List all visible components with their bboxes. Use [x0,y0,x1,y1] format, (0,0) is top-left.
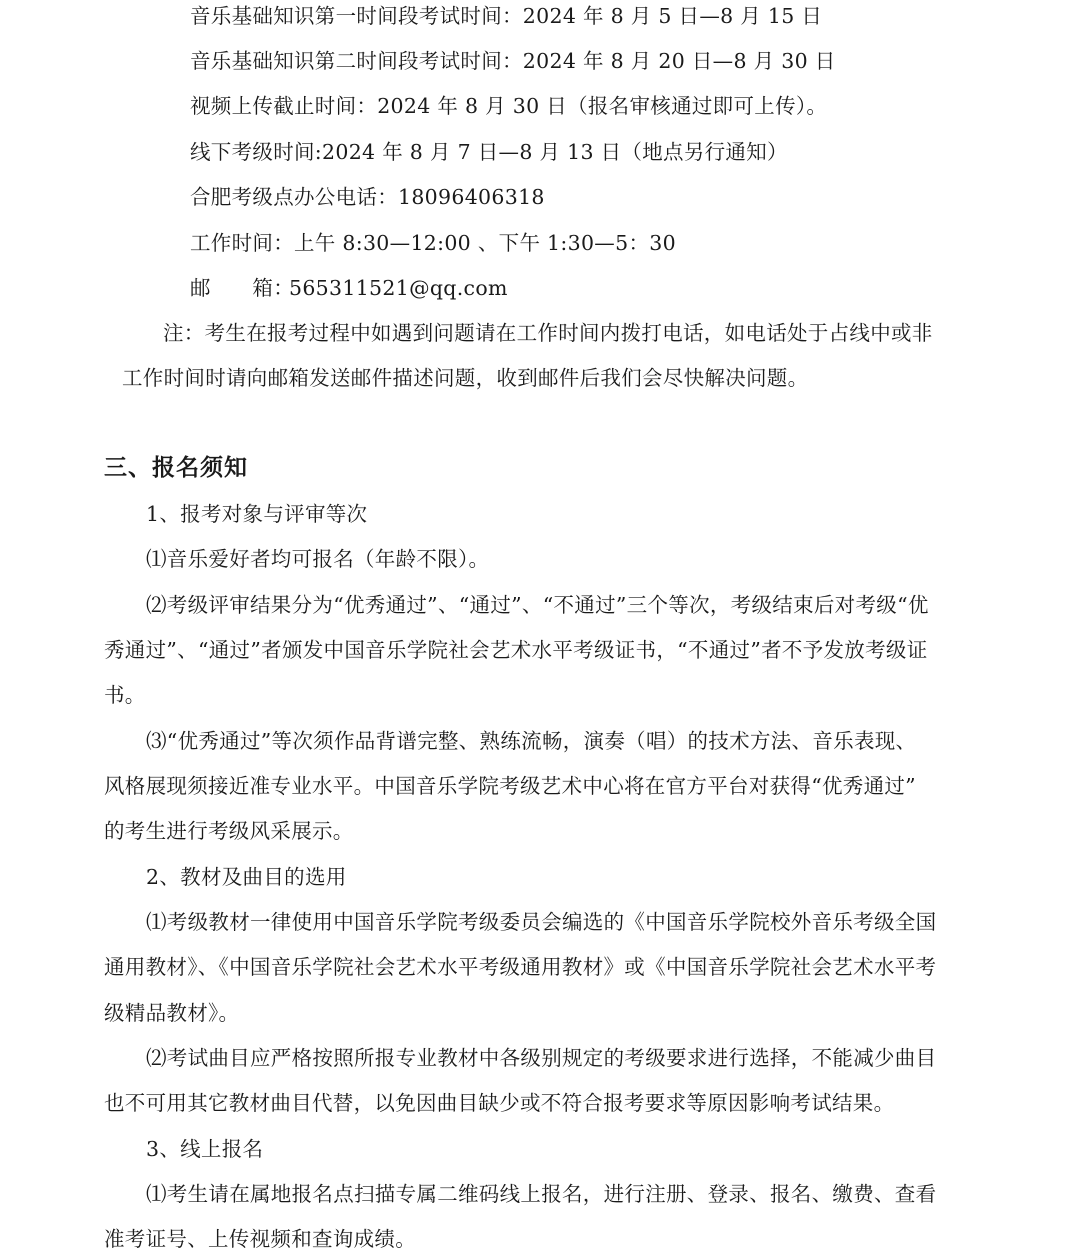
section-heading-registration: 三、报名须知 [104,455,248,481]
online-registration-item-1-line-2: 准考证号、上传视频和查询成绩。 [104,1227,416,1251]
email-address: 565311521@qq.com [289,276,508,300]
eligibility-item-2-line-1: ⑵考级评审结果分为“优秀通过”、“通过”、“不通过”三个等次，考级结束后对考级“优 [146,593,929,617]
note-line-2: 工作时间时请向邮箱发送邮件描述问题，收到邮件后我们会尽快解决问题。 [122,366,809,390]
materials-item-2-line-2: 也不可用其它教材曲目代替，以免因曲目缺少或不符合报考要求等原因影响考试结果。 [104,1091,895,1115]
subsection-title-online-registration: 3、线上报名 [146,1137,264,1161]
subsection-title-eligibility: 1、报考对象与评审等次 [146,502,368,526]
online-registration-item-1-line-1: ⑴考生请在属地报名点扫描专属二维码线上报名，进行注册、登录、报名、缴费、查看 [146,1182,937,1206]
eligibility-item-3-line-2: 风格展现须接近准专业水平。中国音乐学院考级艺术中心将在官方平台对获得“优秀通过” [104,774,916,798]
eligibility-item-3-line-1: ⑶“优秀通过”等次须作品背谱完整、熟练流畅，演奏（唱）的技术方法、音乐表现、 [146,729,917,753]
office-phone: 合肥考级点办公电话：18096406318 [190,185,545,209]
eligibility-item-1: ⑴音乐爱好者均可报名（年龄不限）。 [146,547,490,571]
video-upload-deadline: 视频上传截止时间：2024 年 8 月 30 日（报名审核通过即可上传）。 [190,94,828,118]
eligibility-item-2-line-3: 书。 [104,683,146,707]
materials-item-1-line-1: ⑴考级教材一律使用中国音乐学院考级委员会编选的《中国音乐学院校外音乐考级全国 [146,910,937,934]
theory-exam-period-2: 音乐基础知识第二时间段考试时间：2024 年 8 月 20 日—8 月 30 日 [190,49,836,73]
eligibility-item-3-line-3: 的考生进行考级风采展示。 [104,819,354,843]
eligibility-item-2-line-2: 秀通过”、“通过”者颁发中国音乐学院社会艺术水平考级证书，“不通过”者不予发放考级证 [104,638,928,662]
materials-item-1-line-3: 级精品教材》。 [104,1001,240,1025]
theory-exam-period-1: 音乐基础知识第一时间段考试时间：2024 年 8 月 5 日—8 月 15 日 [190,4,823,28]
work-hours: 工作时间：上午 8:30—12:00 、下午 1:30—5：30 [190,231,676,255]
note-line-1: 注：考生在报考过程中如遇到问题请在工作时间内拨打电话，如电话处于占线中或非 [163,321,933,345]
email-label: 邮 箱： [190,276,294,300]
materials-item-2-line-1: ⑵考试曲目应严格按照所报专业教材中各级别规定的考级要求进行选择，不能减少曲目 [146,1046,937,1070]
email-row [190,274,508,302]
materials-item-1-line-2: 通用教材》、《中国音乐学院社会艺术水平考级通用教材》或《中国音乐学院社会艺术水平考 [104,955,937,979]
offline-exam-time: 线下考级时间:2024 年 8 月 7 日—8 月 13 日（地点另行通知） [190,140,788,164]
subsection-title-materials: 2、教材及曲目的选用 [146,865,347,889]
